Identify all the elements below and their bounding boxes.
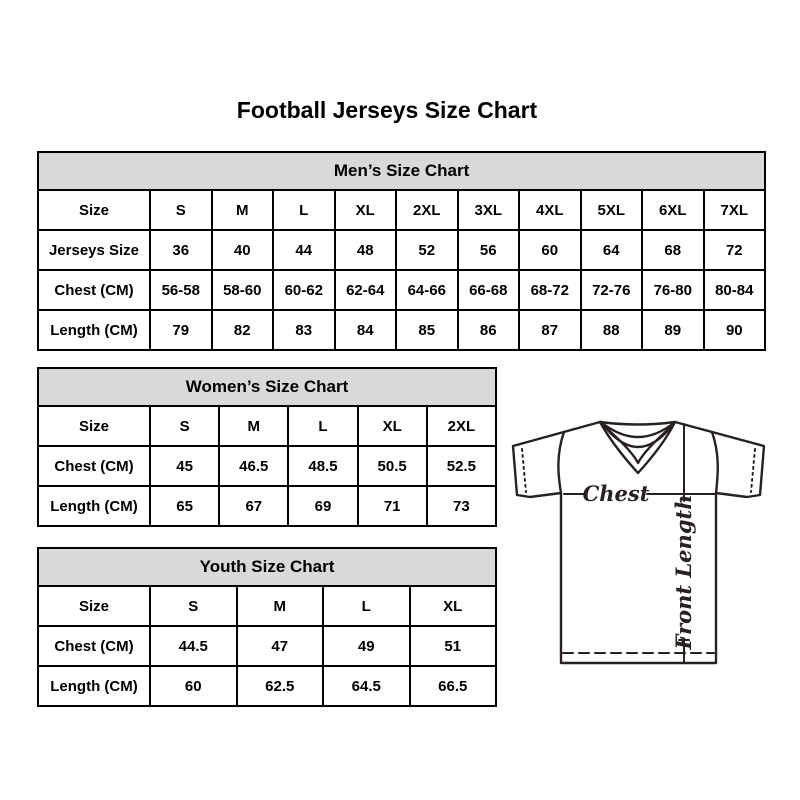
youth-row-label: Chest (CM) <box>38 626 150 666</box>
jersey-outline <box>513 422 764 663</box>
women-row-label: Size <box>38 406 150 446</box>
youth-table-cell: M <box>237 586 324 626</box>
men-table-cell: XL <box>335 190 397 230</box>
men-table-cell: 60 <box>519 230 581 270</box>
men-table-cell: 68 <box>642 230 704 270</box>
men-table-cell: 85 <box>396 310 458 350</box>
youth-row-label: Size <box>38 586 150 626</box>
men-table-cell: 60-62 <box>273 270 335 310</box>
youth-table-cell: 51 <box>410 626 497 666</box>
women-chart-title: Women’s Size Chart <box>38 368 496 406</box>
women-table-cell: 45 <box>150 446 219 486</box>
men-table-cell: 62-64 <box>335 270 397 310</box>
youth-table-cell: 44.5 <box>150 626 237 666</box>
mens-size-chart-table <box>37 151 766 351</box>
youth-table-row <box>38 666 496 706</box>
men-chart-header-row <box>38 152 765 190</box>
women-table-row <box>38 406 496 446</box>
chest-label: Chest <box>582 481 650 506</box>
womens-size-chart-table <box>37 367 497 527</box>
youth-chart-header-row <box>38 548 496 586</box>
youth-table-cell: 62.5 <box>237 666 324 706</box>
women-row-label: Chest (CM) <box>38 446 150 486</box>
men-table-cell: L <box>273 190 335 230</box>
men-table-cell: 90 <box>704 310 766 350</box>
women-table-cell: 46.5 <box>219 446 288 486</box>
men-table-cell: 84 <box>335 310 397 350</box>
women-table-cell: M <box>219 406 288 446</box>
youth-table-cell: 66.5 <box>410 666 497 706</box>
women-chart-header-row <box>38 368 496 406</box>
women-table-cell: 2XL <box>427 406 496 446</box>
men-table-cell: 2XL <box>396 190 458 230</box>
men-row-label: Size <box>38 190 150 230</box>
men-table-cell: 72-76 <box>581 270 643 310</box>
youth-size-chart-table <box>37 547 497 707</box>
men-table-cell: 58-60 <box>212 270 274 310</box>
men-table-cell: 56 <box>458 230 520 270</box>
men-table-cell: 7XL <box>704 190 766 230</box>
men-table-cell: 3XL <box>458 190 520 230</box>
men-table-cell: 87 <box>519 310 581 350</box>
youth-table-cell: 49 <box>323 626 410 666</box>
men-table-cell: 66-68 <box>458 270 520 310</box>
men-table-cell: 79 <box>150 310 212 350</box>
men-table-row <box>38 270 765 310</box>
men-table-cell: 88 <box>581 310 643 350</box>
men-table-cell: 86 <box>458 310 520 350</box>
women-table-cell: 65 <box>150 486 219 526</box>
men-table-cell: 5XL <box>581 190 643 230</box>
men-table-cell: 40 <box>212 230 274 270</box>
women-table-cell: 67 <box>219 486 288 526</box>
men-table-cell: 64-66 <box>396 270 458 310</box>
men-table-cell: 6XL <box>642 190 704 230</box>
men-table-cell: 76-80 <box>642 270 704 310</box>
men-table-cell: S <box>150 190 212 230</box>
men-table-cell: 68-72 <box>519 270 581 310</box>
men-table-cell: 83 <box>273 310 335 350</box>
men-table-cell: M <box>212 190 274 230</box>
youth-table-cell: 60 <box>150 666 237 706</box>
youth-table-cell: L <box>323 586 410 626</box>
women-table-cell: 52.5 <box>427 446 496 486</box>
men-table-cell: 36 <box>150 230 212 270</box>
men-table-cell: 89 <box>642 310 704 350</box>
men-table-cell: 4XL <box>519 190 581 230</box>
jersey-measurement-diagram <box>500 400 780 680</box>
youth-table-row <box>38 626 496 666</box>
women-row-label: Length (CM) <box>38 486 150 526</box>
women-table-cell: 50.5 <box>358 446 427 486</box>
women-table-cell: 69 <box>288 486 357 526</box>
front-length-label: Front Length <box>671 494 696 650</box>
youth-table-cell: 47 <box>237 626 324 666</box>
women-table-row <box>38 446 496 486</box>
men-row-label: Length (CM) <box>38 310 150 350</box>
men-table-cell: 82 <box>212 310 274 350</box>
men-table-cell: 64 <box>581 230 643 270</box>
women-table-cell: 73 <box>427 486 496 526</box>
men-table-cell: 44 <box>273 230 335 270</box>
men-table-cell: 48 <box>335 230 397 270</box>
women-table-cell: 71 <box>358 486 427 526</box>
women-table-cell: 48.5 <box>288 446 357 486</box>
women-table-cell: L <box>288 406 357 446</box>
youth-table-cell: XL <box>410 586 497 626</box>
men-row-label: Jerseys Size <box>38 230 150 270</box>
women-table-row <box>38 486 496 526</box>
women-table-cell: S <box>150 406 219 446</box>
men-table-cell: 72 <box>704 230 766 270</box>
men-chart-title: Men’s Size Chart <box>38 152 765 190</box>
men-table-cell: 56-58 <box>150 270 212 310</box>
youth-table-cell: S <box>150 586 237 626</box>
men-table-cell: 52 <box>396 230 458 270</box>
youth-table-cell: 64.5 <box>323 666 410 706</box>
page-title: Football Jerseys Size Chart <box>236 97 538 123</box>
men-row-label: Chest (CM) <box>38 270 150 310</box>
men-table-cell: 80-84 <box>704 270 766 310</box>
women-table-cell: XL <box>358 406 427 446</box>
men-table-row <box>38 310 765 350</box>
youth-row-label: Length (CM) <box>38 666 150 706</box>
men-table-row <box>38 190 765 230</box>
youth-chart-title: Youth Size Chart <box>38 548 496 586</box>
men-table-row <box>38 230 765 270</box>
youth-table-row <box>38 586 496 626</box>
collar-top-edge-line <box>600 422 675 425</box>
